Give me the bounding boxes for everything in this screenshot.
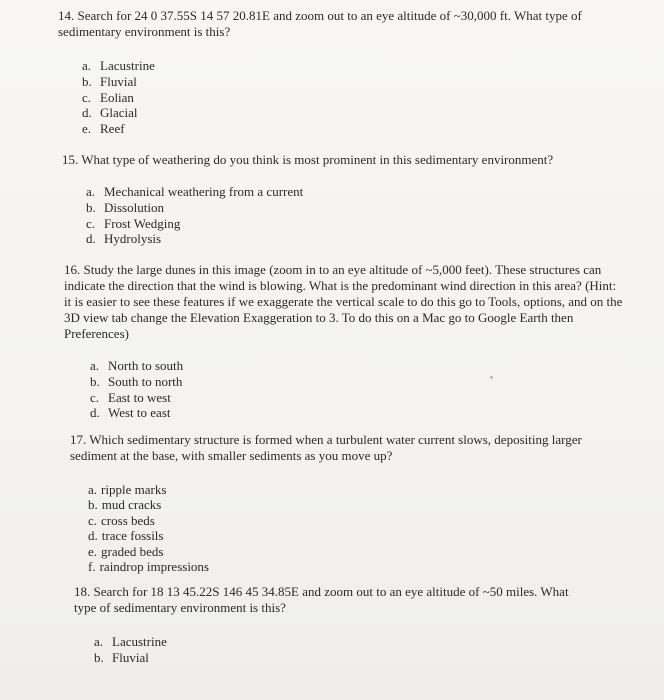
question-18-options [94,634,167,666]
option-letter: a. [94,634,104,649]
question-15: 15. What type of weathering do you think is most prominent in this sedimentary environment? [62,152,554,167]
option-text: East to west [108,389,171,405]
option-text: Lacustrine [100,58,155,73]
option [86,184,303,200]
option [82,90,155,106]
option-text: graded beds [101,543,164,559]
option [88,544,209,559]
option-text: raindrop impressions [99,559,209,575]
option-text: Hydrolysis [104,231,162,247]
option [88,559,209,574]
option-text: Fluvial [112,649,149,665]
option-letter: c. [82,89,92,105]
option [82,121,155,137]
option-letter: f. [88,559,96,575]
option-letter: b. [90,373,100,389]
option-text: Dissolution [104,199,164,215]
option [94,650,167,666]
option-letter: d. [88,528,98,544]
option-letter: e. [88,543,98,559]
option-text: West to east [108,405,171,421]
option [90,374,183,390]
option-letter: c. [90,389,100,405]
option-letter: c. [86,215,96,231]
option-letter: d. [90,405,100,421]
option-letter: a. [90,358,100,373]
option-letter: d. [82,105,92,121]
option [82,74,155,90]
option-text: Lacustrine [112,634,167,649]
option-text: Eolian [100,89,134,105]
option-text: North to south [108,358,184,373]
option [86,216,303,232]
option-text: Frost Wedging [104,215,181,231]
question-14: 14. Search for 24 0 37.55S 14 57 20.81E and zoom out to an eye altitude of ~30,000 ft. What type of sedimentary environment is this? [58,8,582,39]
option-text: Reef [100,121,125,137]
option [94,634,167,650]
question-14-options [82,58,155,137]
option [88,513,209,528]
option-letter: b. [86,199,96,215]
option-text: trace fossils [101,528,164,544]
option [86,231,303,247]
option-letter: e. [82,121,92,137]
option-letter: a. [86,184,96,199]
option-letter: b. [94,649,104,665]
option-letter: a. [88,482,98,497]
question-18: 18. Search for 18 13 45.22S 146 45 34.85E and zoom out to an eye altitude of ~50 miles. What type of sedimentary environment is this? [74,584,569,615]
question-17-options [88,482,209,574]
option-letter: b. [82,73,92,89]
option-text: Fluvial [100,73,137,89]
option-text: mud cracks [101,497,162,513]
option-text: Mechanical weathering from a current [104,184,304,199]
question-16: 16. Study the large dunes in this image (zoom in to an eye altitude of ~5,000 feet). These structures can indicate the direction that the wind is blowing. What is the predominant wind direction in this area? (Hint: it is easier to see these features if we exaggerate the vertical scale to do this go to Tools, options, and on the 3D view tab change the Elevation Exaggeration to 3. To do this on a Mac go to Google Earth then Preferences) [64,262,623,341]
option-letter: b. [88,497,98,513]
question-16-options [90,358,183,421]
option-letter: a. [82,58,92,73]
option [88,497,209,512]
option [90,358,183,374]
option [82,58,155,74]
option [88,482,209,497]
option-letter: c. [88,512,98,528]
option-text: ripple marks [101,482,167,497]
option [86,200,303,216]
option-text: South to north [108,373,183,389]
option [82,105,155,121]
option [90,405,183,421]
option [90,390,183,406]
scan-speck [490,376,493,379]
option-text: Glacial [100,105,138,121]
question-15-options [86,184,303,247]
question-17: 17. Which sedimentary structure is formed when a turbulent water current slows, depositing larger sediment at the base, with smaller sediments as you move up? [70,432,582,463]
option-text: cross beds [101,512,155,528]
option-letter: d. [86,231,96,247]
option [88,528,209,543]
